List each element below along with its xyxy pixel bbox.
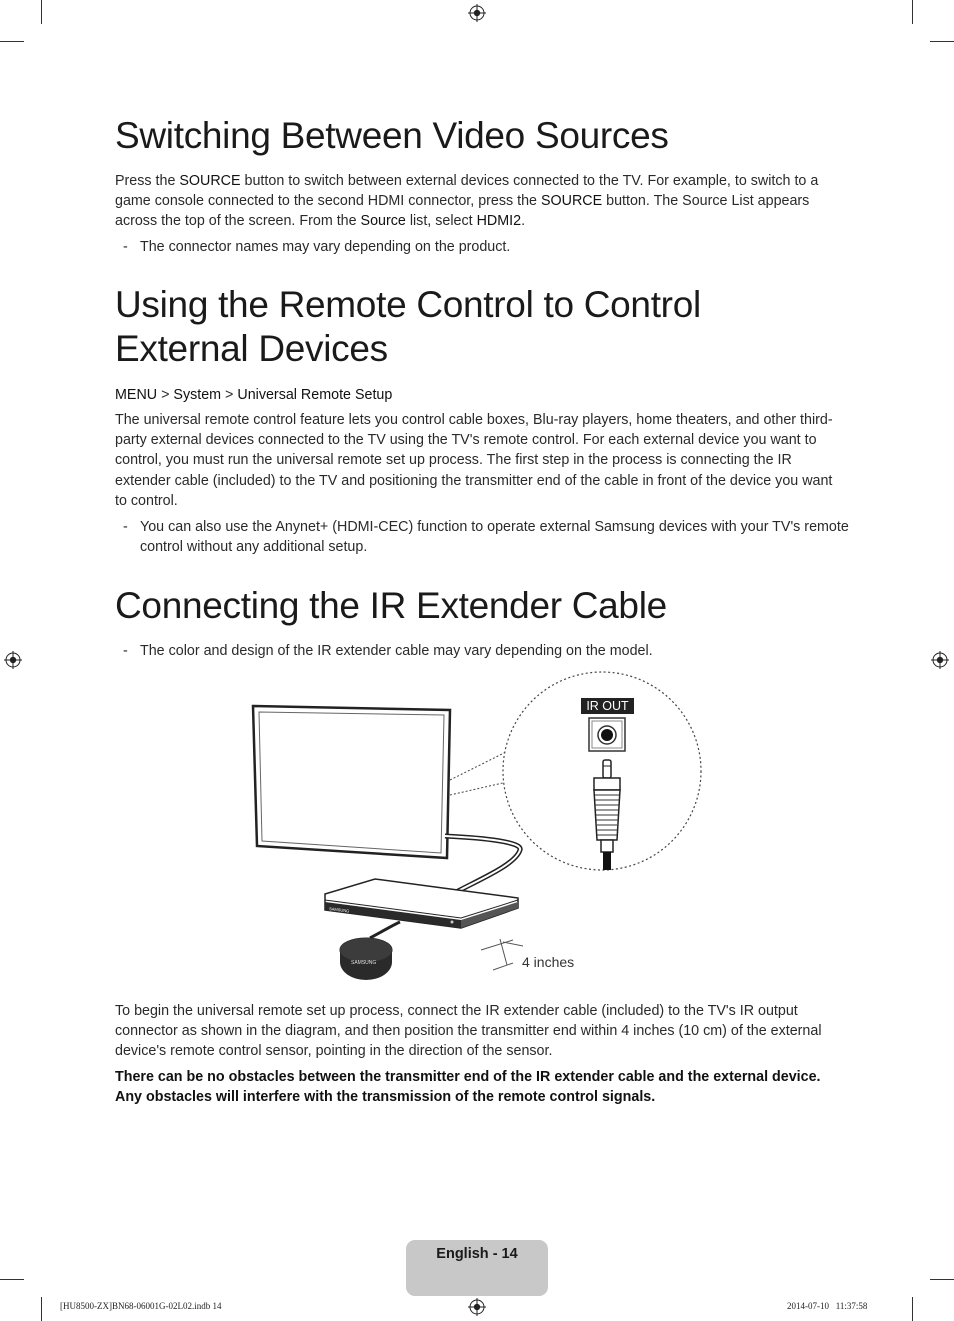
text-run: button. The Source List appears across the top of the screen. From the [115,193,810,230]
obstacle-warning: There can be no obstacles between the transmitter end of the IR extender cable and the external device. Any obstacles will interfere with the transmission of the remote control signals. [115,1069,821,1106]
source-list-term: Source [360,213,406,230]
title-line: Using the Remote Control to Control [115,284,701,325]
external-device-box [325,879,518,928]
tv-illustration [253,706,450,858]
crop-mark [0,41,24,42]
menu-path [115,385,845,405]
note-text: The connector names may vary depending on the product. [140,239,511,255]
note-dash: - [123,519,128,535]
setup-paragraph: To begin the universal remote set up process, connect the IR extender cable (included) to the TV's IR output connector as shown in the diagram, and then position the transmitter end within 4 inches (10 cm) of the external device's remote control sensor, pointing in the direction of the sensor. [115,1003,822,1060]
print-slug-left: [HU8500-ZX]BN68-06001G-02L02.indb 14 [60,1301,222,1311]
crop-mark [930,41,954,42]
print-slug-right: 2014-07-10 11:37:58 [787,1301,868,1311]
hdmi2-term: HDMI2 [476,213,522,230]
ir-cable [445,836,520,898]
system-term: System [173,387,222,403]
menu-separator: > [221,387,238,403]
transmitter-brand-label: SAMSUNG [351,960,377,966]
note-ir-cable-design [123,641,860,661]
callout-line [450,750,510,780]
section-title-video-sources: Switching Between Video Sources [115,115,669,156]
crop-mark [912,0,913,24]
ir-transmitter [340,938,392,980]
section-title-remote-control [115,283,701,371]
source-button-term: SOURCE [179,173,241,189]
distance-marker [481,939,523,970]
box-brand-label: SAMSUNG [328,906,350,914]
note-anynet [123,517,860,557]
ir-extender-diagram [245,670,715,990]
note-text: The color and design of the IR extender cable may vary depending on the model. [140,643,653,659]
page-number: English - 14 [436,1246,518,1262]
note-connector-names [123,237,860,257]
crop-mark [930,1279,954,1280]
text-run: button to switch between external devices connected to the TV. For example, to switch to a game console connected to the second HDMI connector, press the [115,173,819,210]
title-line: External Devices [115,328,388,369]
registration-mark-icon [468,1298,486,1316]
crop-mark [912,1297,913,1321]
text-run: list, select [405,213,477,230]
note-dash: - [123,239,128,255]
note-dash: - [123,643,128,659]
ir-out-label: IR OUT [586,699,629,713]
crop-mark [0,1279,24,1280]
crop-mark [41,0,42,24]
section-title-ir-extender: Connecting the IR Extender Cable [115,585,667,626]
video-sources-paragraph [115,171,845,232]
registration-mark-icon [931,651,949,669]
distance-label: 4 inches [522,954,575,970]
text-run: Press the [115,173,180,189]
callout-line [450,782,507,795]
universal-remote-paragraph: The universal remote control feature lets you control cable boxes, Blu-ray players, home theaters, and other third-party external devices connected to the TV using the TV's remote control. For each external device you want to control, you must run the universal remote set up process. The first step in the process is connecting the IR extender cable (included) to the TV and positioning the transmitter end of the cable in front of the device you want to control. [115,412,833,509]
registration-mark-icon [4,651,22,669]
note-text: You can also use the Anynet+ (HDMI-CEC) function to operate external Samsung devices with your TV's remote control without any additional setup. [140,519,849,556]
crop-mark [41,1297,42,1321]
registration-mark-icon [468,4,486,22]
menu-term: MENU [115,387,158,403]
text-run: . [521,213,526,230]
universal-remote-setup-term: Universal Remote Setup [237,387,393,403]
source-button-term: SOURCE [540,193,603,210]
menu-separator: > [157,387,174,403]
